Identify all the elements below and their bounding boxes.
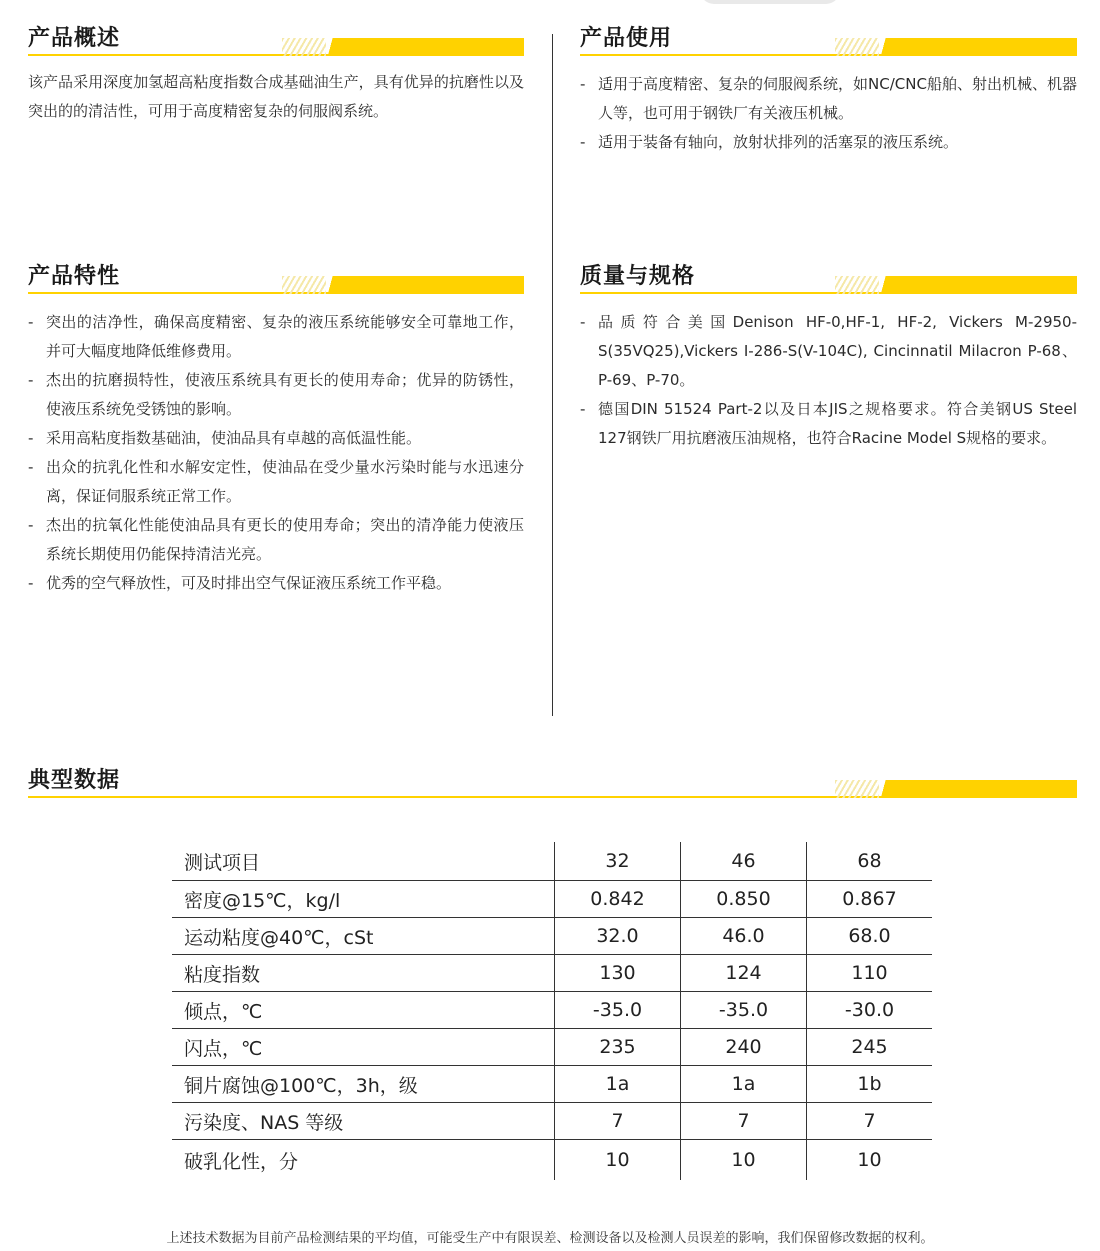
table-cell: -30.0: [807, 992, 933, 1029]
title-accent-bar: [314, 38, 524, 56]
section-header: [28, 26, 524, 56]
list-item: - 德国DIN 51524 Part-2以及日本JIS之规格要求。符合美钢US Steel 127钢铁厂用抗磨液压油规格，也符合Racine Model S规格的要求。: [580, 400, 1077, 447]
table-cell: 倾点，℃: [172, 992, 555, 1029]
column-divider: [552, 34, 553, 716]
section-title: 质量与规格: [580, 264, 696, 289]
table-cell: 密度@15℃，kg/l: [172, 881, 555, 918]
table-cell: 10: [807, 1140, 933, 1181]
overview-text: 该产品采用深度加氢超高粘度指数合成基础油生产，具有优异的抗磨性以及突出的的清洁性，可用于高度精密复杂的伺服阀系统。: [28, 73, 524, 120]
table-row: [172, 992, 932, 1029]
list-item: - 适用于高度精密、复杂的伺服阀系统，如NC/CNC船舶、射出机械、机器人等，也可用于钢铁厂有关液压机械。: [580, 75, 1077, 122]
section-header: [580, 264, 1077, 294]
table-header-cell: 测试项目: [172, 842, 555, 881]
table-cell: 破乳化性，分: [184, 1150, 299, 1173]
table-row: [172, 1140, 932, 1181]
usage-list: [580, 70, 1077, 157]
list-item: - 采用高粘度指数基础油，使油品具有卓越的高低温性能。: [28, 429, 422, 447]
table-row: [172, 1103, 932, 1140]
table-cell: 7: [807, 1103, 933, 1140]
table-cell: 0.867: [807, 881, 933, 918]
table-row: [172, 1029, 932, 1066]
table-cell: 240: [681, 1029, 807, 1066]
section-features: [28, 264, 524, 598]
table-header-cell: 32: [555, 842, 681, 881]
section-typical-data: [28, 768, 1077, 798]
list-item: - 适用于装备有轴向，放射状排列的活塞泵的液压系统。: [580, 133, 959, 151]
list-item: - 出众的抗乳化性和水解安定性，使油品在受少量水污染时能与水迅速分离，保证伺服系统正常工作。: [28, 458, 524, 505]
section-header: [28, 768, 1077, 798]
decorative-arc: [700, 0, 840, 4]
list-item: - 品质符合美国Denison HF-0,HF-1, HF-2, Vickers M-2950-S(35VQ25),Vickers I-286-S(V-104C), Cincinnatil Milacron P-68、P-69、P-70。: [580, 313, 1077, 389]
table-cell: 46.0: [681, 918, 807, 955]
section-title: 产品特性: [28, 264, 121, 289]
table-cell: 10: [555, 1140, 681, 1181]
table-cell: 1a: [681, 1066, 807, 1103]
table-cell: 130: [555, 955, 681, 992]
section-title: 典型数据: [28, 768, 121, 793]
title-accent-bar: [867, 38, 1077, 56]
table-cell: 124: [681, 955, 807, 992]
table-cell: 铜片腐蚀@100℃，3h，级: [172, 1066, 555, 1103]
table-cell: 闪点，℃: [172, 1029, 555, 1066]
section-quality: [580, 264, 1077, 453]
table-cell: 10: [681, 1140, 807, 1181]
footnote: 上述技术数据为目前产品检测结果的平均值，可能受生产中有限误差、检测设备以及检测人员误差的影响，我们保留修改数据的权利。: [166, 1231, 934, 1246]
title-accent-bar: [867, 276, 1077, 294]
list-item: - 优秀的空气释放性，可及时排出空气保证液压系统工作平稳。: [28, 574, 452, 592]
features-list: [28, 308, 524, 598]
table-cell: 32.0: [555, 918, 681, 955]
section-title: 产品概述: [28, 26, 121, 51]
table-cell: 110: [807, 955, 933, 992]
list-item: - 突出的洁净性，确保高度精密、复杂的液压系统能够安全可靠地工作，并可大幅度地降低维修费用。: [28, 313, 524, 360]
table-cell: 7: [681, 1103, 807, 1140]
table-header-row: [172, 842, 932, 881]
typical-data-table: [172, 842, 932, 1180]
list-item: - 杰出的抗磨损特性，使液压系统具有更长的使用寿命；优异的防锈性，使液压系统免受锈蚀的影响。: [28, 371, 524, 418]
table-cell: 1b: [807, 1066, 933, 1103]
section-header: [28, 264, 524, 294]
list-item: - 杰出的抗氧化性能使油品具有更长的使用寿命；突出的清净能力使液压系统长期使用仍能保持清洁光亮。: [28, 516, 524, 563]
title-accent-bar: [867, 780, 1077, 798]
section-usage: [580, 26, 1077, 157]
table-cell: 68.0: [807, 918, 933, 955]
table-cell: 污染度、NAS 等级: [172, 1103, 555, 1140]
table-header-cell: 68: [807, 842, 933, 881]
table-cell: 粘度指数: [172, 955, 555, 992]
table-cell: -35.0: [681, 992, 807, 1029]
table-row: [172, 955, 932, 992]
section-overview: [28, 26, 524, 126]
table-cell: 0.842: [555, 881, 681, 918]
table-cell: -35.0: [555, 992, 681, 1029]
quality-list: [580, 308, 1077, 453]
section-title: 产品使用: [580, 26, 673, 51]
table-cell: 7: [555, 1103, 681, 1140]
table-cell: 1a: [555, 1066, 681, 1103]
table-row: [172, 918, 932, 955]
table-cell: 245: [807, 1029, 933, 1066]
table-cell: 0.850: [681, 881, 807, 918]
table-row: [172, 1066, 932, 1103]
table-header-cell: 46: [681, 842, 807, 881]
title-accent-bar: [314, 276, 524, 294]
section-header: [580, 26, 1077, 56]
table-row: [172, 881, 932, 918]
table-cell: 运动粘度@40℃，cSt: [172, 918, 555, 955]
table-cell: 235: [555, 1029, 681, 1066]
